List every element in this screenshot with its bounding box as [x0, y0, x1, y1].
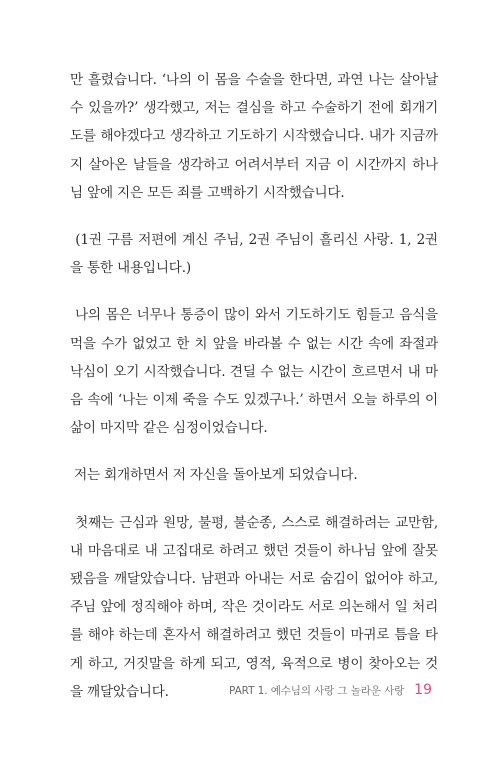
text-line: 을 깨달았습니다.: [70, 683, 169, 700]
text-line: (1권 구름 저편에 계신 주님, 2권 주님이 흘리신 사랑. 1, 2권: [70, 232, 438, 249]
text-line: 음 속에 ‘나는 이제 죽을 수도 있겠구나.’ 하면서 오늘 하루의 이: [70, 392, 438, 409]
body-text: [70, 66, 438, 706]
text-line: 나의 몸은 너무나 통증이 많이 와서 기도하기도 힘들고 음식을: [70, 307, 438, 324]
text-line: 낙심이 오기 시작했습니다. 견딜 수 없는 시간이 흐르면서 내 마: [70, 363, 438, 380]
text-line: 첫째는 근심과 원망, 불평, 불순종, 스스로 해결하려는 교만함,: [70, 514, 438, 531]
text-line: 저는 회개하면서 저 자신을 돌아보게 되었습니다.: [70, 467, 358, 484]
paragraph-4: [70, 461, 438, 489]
page-number: 19: [414, 682, 432, 698]
text-line: 됐음을 깨달았습니다. 남편과 아내는 서로 숨김이 없어야 하고,: [70, 571, 438, 588]
text-line: 수 있을까?’ 생각했고, 저는 결심을 하고 수술하기 전에 회개기: [70, 100, 438, 117]
text-line: 을 통한 내용입니다.): [70, 260, 191, 277]
text-line: 님 앞에 지은 모든 죄를 고백하기 시작했습니다.: [70, 184, 345, 201]
paragraph-gap: [70, 207, 438, 226]
paragraph-gap: [70, 442, 438, 461]
text-line: 만 흘렸습니다. ‘나의 이 몸을 수술을 한다면, 과연 나는 살아날: [70, 72, 438, 88]
text-line: 주님 앞에 정직해야 하며, 작은 것이라도 서로 의논해서 일 처리: [70, 599, 438, 616]
text-line: 지 살아온 날들을 생각하고 어려서부터 지금 이 시간까지 하나: [70, 156, 438, 173]
text-line: 게 하고, 거짓말을 하게 되고, 영적, 육적으로 병이 찾아오는 것: [70, 655, 438, 672]
part-title: PART 1. 예수님의 사랑 그 놀라운 사랑: [229, 685, 405, 697]
paragraph-gap: [70, 490, 438, 509]
paragraph-5: [70, 509, 438, 706]
text-line: 먹을 수가 없었고 한 치 앞을 바라볼 수 없는 시간 속에 좌절과: [70, 335, 438, 352]
text-line: 도를 해야겠다고 생각하고 기도하기 시작했습니다. 내가 지금까: [70, 128, 438, 145]
paragraph-3: [70, 301, 438, 442]
running-footer: [229, 682, 432, 698]
paragraph-gap: [70, 282, 438, 301]
text-line: 를 해야 하는데 혼자서 해결하려고 했던 것들이 마귀로 틈을 타: [70, 627, 438, 644]
text-line: 내 마음대로 내 고집대로 하려고 했던 것들이 하나님 앞에 잘못: [70, 542, 438, 559]
text-line: 삶이 마지막 같은 심정이었습니다.: [70, 420, 268, 437]
paragraph-2: [70, 226, 438, 282]
paragraph-1: [70, 66, 438, 207]
